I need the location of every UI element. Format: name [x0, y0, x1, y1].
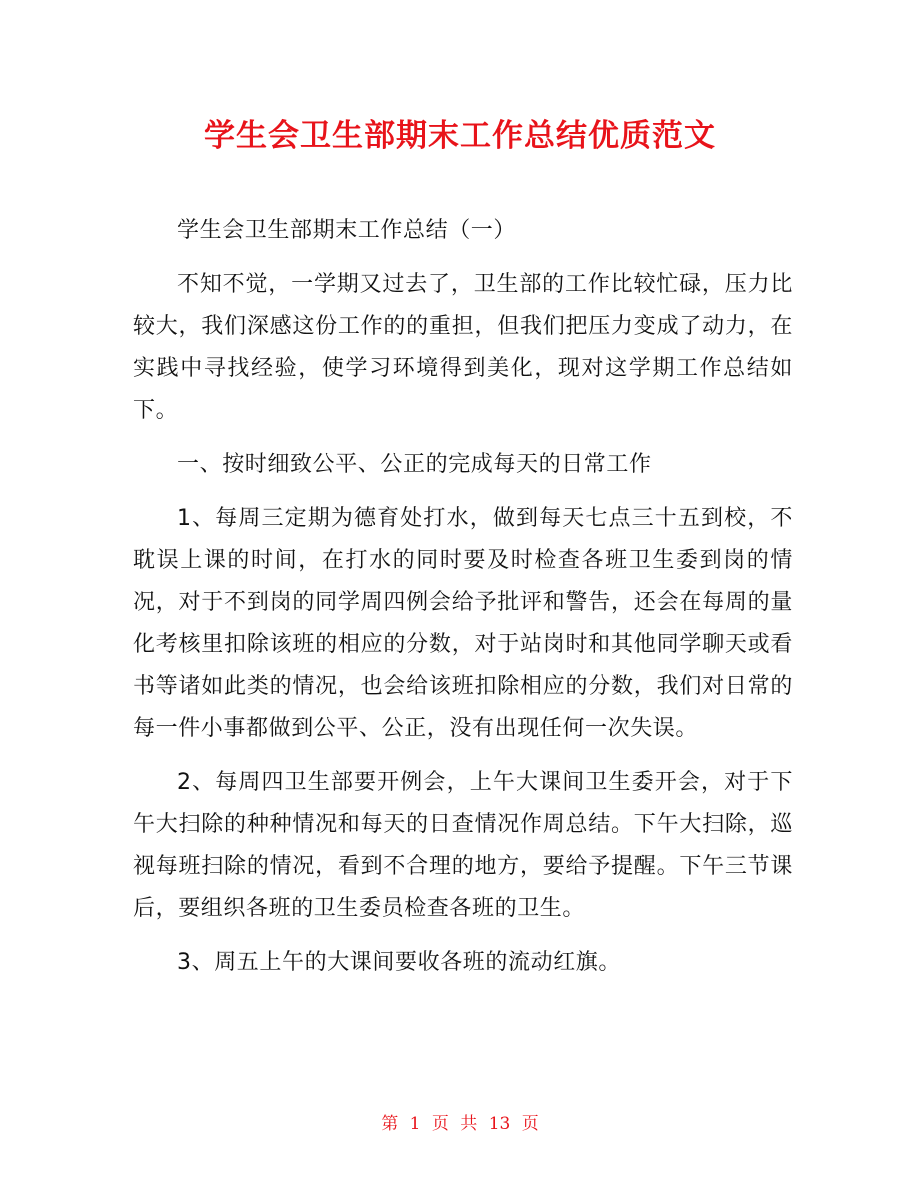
body-paragraph: 2、每周四卫生部要开例会，上午大课间卫生委开会，对于下午大扫除的种种情况和每天的日查情况作周总结。下午大扫除，巡视每班扫除的情况，看到不合理的地方，要给予提醒。下午三节课后，要组织各班的卫生委员检查各班的卫生。: [133, 770, 793, 921]
section-heading: 一、按时细致公平、公正的完成每天的日常工作: [177, 452, 652, 477]
intro-paragraph: 不知不觉，一学期又过去了，卫生部的工作比较忙碌，压力比较大，我们深感这份工作的的重担，但我们把压力变成了动力，在实践中寻找经验，使学习环境得到美化，现对这学期工作总结如下。: [133, 272, 793, 423]
page-number-footer: 第 1 页 共 13 页: [381, 1114, 539, 1134]
document-title: 学生会卫生部期末工作总结优质范文: [204, 118, 716, 154]
document-body: [133, 210, 793, 996]
body-paragraph: 1、每周三定期为德育处打水，做到每天七点三十五到校，不耽误上课的时间，在打水的同时要及时检查各班卫生委到岗的情况，对于不到岗的同学周四例会给予批评和警告，还会在每周的量化考核里扣除该班的相应的分数，对于站岗时和其他同学聊天或看书等诸如此类的情况，也会给该班扣除相应的分数，我们对日常的每一件小事都做到公平、公正，没有出现任何一次失误。: [133, 506, 793, 741]
section-heading: 学生会卫生部期末工作总结（一）: [177, 218, 517, 243]
body-paragraph: 3、周五上午的大课间要收各班的流动红旗。: [177, 950, 621, 975]
